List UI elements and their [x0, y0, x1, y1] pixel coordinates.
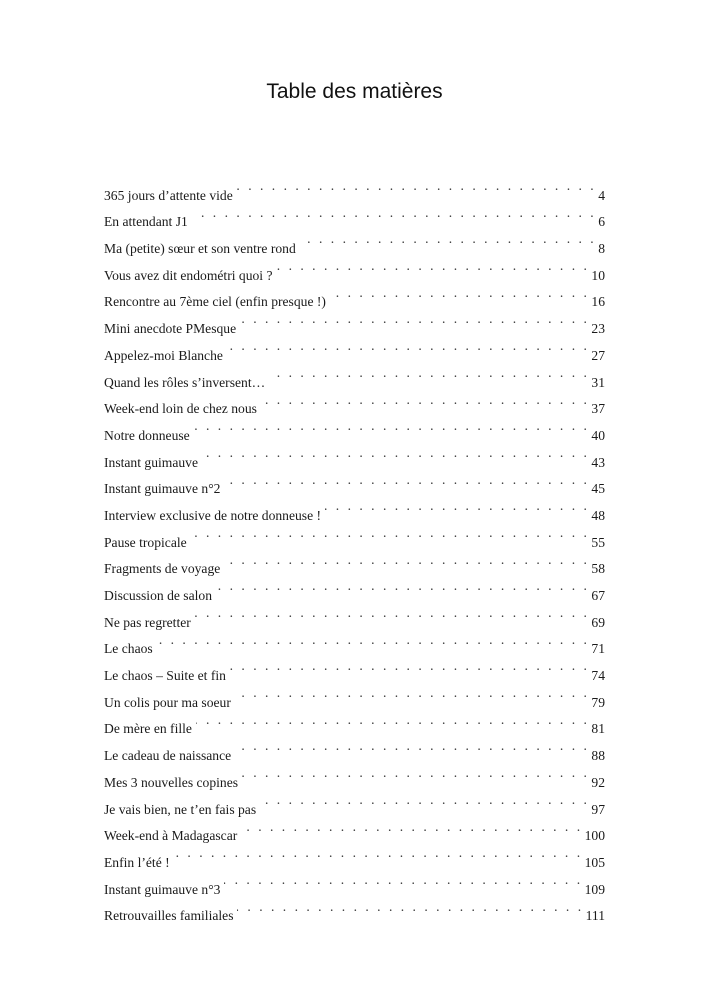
dot-leader [237, 173, 596, 200]
dot-leader [202, 440, 589, 467]
toc-entry-title: Instant guimauve n°3 [104, 881, 221, 897]
dot-leader [235, 733, 589, 760]
toc-entry-title: Instant guimauve n°2 [104, 481, 221, 497]
toc-entry-title: Ne pas regretter [104, 614, 191, 630]
toc-entry-title: Le cadeau de naissance [104, 748, 232, 764]
toc-entry[interactable] [104, 627, 605, 657]
toc-entry-title: Retrouvailles familiales [104, 908, 234, 924]
toc-entry-title: Appelez-moi Blanche [104, 347, 223, 363]
dot-leader [235, 680, 590, 707]
toc-entry-page: 27 [591, 347, 605, 363]
toc-entry-title: Pause tropicale [104, 534, 187, 550]
toc-entry-page: 100 [584, 828, 605, 844]
dot-leader [261, 387, 589, 414]
toc-entry-title: Ma (petite) sœur et son ventre rond [104, 241, 296, 257]
toc-entry-page: 67 [591, 588, 605, 603]
toc-entry-title: Quand les rôles s’inversent… [104, 374, 266, 390]
dot-leader [216, 573, 589, 600]
toc-entry-title: Le chaos [104, 641, 153, 657]
dot-leader [191, 520, 590, 547]
toc-entry-page: 23 [591, 321, 605, 337]
toc-entry-title: Enfin l’été ! [104, 854, 170, 870]
toc-entry-title: De mère en fille [104, 721, 192, 737]
toc-entry-page: 58 [591, 561, 605, 577]
dot-leader [241, 814, 582, 841]
toc-entry-page: 71 [591, 641, 605, 657]
toc-entry-title: Un colis pour ma soeur [104, 694, 231, 710]
dot-leader [240, 306, 589, 333]
toc-entry-page: 97 [591, 801, 605, 817]
toc-entry-title: Interview exclusive de notre donneuse ! [104, 507, 322, 523]
toc-entry-page: 8 [598, 241, 605, 257]
dot-leader [227, 333, 590, 360]
toc-entry-title: Mes 3 nouvelles copines [104, 774, 239, 790]
toc-entry-page: 92 [591, 774, 605, 790]
toc-entry-page: 69 [591, 614, 605, 630]
toc-entry-page: 6 [598, 214, 605, 230]
table-of-contents [104, 173, 605, 924]
dot-leader [157, 627, 590, 654]
toc-entry-page: 37 [591, 401, 605, 417]
toc-entry-title: Week-end à Madagascar [104, 828, 238, 844]
toc-entry-page: 43 [591, 454, 605, 470]
toc-entry-page: 48 [591, 507, 605, 523]
toc-entry-page: 81 [591, 721, 605, 737]
dot-leader [194, 413, 590, 440]
toc-entry[interactable] [104, 653, 605, 684]
toc-entry-page: 45 [591, 481, 605, 497]
dot-leader [192, 200, 596, 227]
dot-leader [224, 467, 589, 494]
toc-entry-page: 16 [591, 294, 605, 310]
toc-entry-title: Notre donneuse [104, 427, 190, 443]
toc-entry-title: Mini anecdote PMesque [104, 321, 237, 337]
dot-leader [277, 253, 590, 280]
dot-leader [224, 867, 582, 894]
dot-leader [237, 894, 583, 921]
toc-entry-page: 88 [591, 748, 605, 764]
toc-entry-page: 111 [585, 908, 605, 924]
toc-entry-page: 31 [591, 374, 605, 390]
toc-entry-title: Discussion de salon [104, 588, 212, 603]
dot-leader [224, 547, 589, 574]
dot-leader [269, 360, 589, 387]
dot-leader [242, 760, 589, 787]
dot-leader [300, 226, 596, 253]
dot-leader [325, 493, 589, 520]
toc-entry[interactable] [104, 867, 605, 897]
toc-entry-title: Le chaos – Suite et fin [104, 668, 226, 684]
toc-entry-title: Je vais bien, ne t’en fais pas [104, 801, 257, 817]
page-title: Table des matières [266, 80, 443, 103]
dot-leader [260, 787, 589, 814]
toc-entry-page: 40 [591, 427, 605, 443]
toc-entry-title: Rencontre au 7ème ciel (enfin presque !) [104, 294, 326, 310]
toc-entry-page: 79 [591, 694, 605, 710]
toc-entry-page: 10 [591, 267, 605, 283]
toc-entry[interactable] [104, 173, 605, 203]
toc-entry-page: 4 [598, 187, 605, 203]
toc-entry-page: 109 [584, 881, 605, 897]
toc-entry[interactable] [104, 840, 605, 870]
dot-leader [174, 840, 583, 867]
toc-entry-title: Fragments de voyage [104, 561, 221, 577]
toc-entry-page: 105 [584, 854, 605, 870]
dot-leader [330, 280, 589, 307]
dot-leader [195, 600, 590, 627]
toc-entry-title: En attendant J1 [104, 214, 188, 230]
toc-entry-page: 74 [591, 668, 605, 684]
dot-leader [230, 653, 589, 680]
toc-entry-title: Vous avez dit endométri quoi ? [104, 267, 273, 283]
dot-leader [196, 707, 589, 734]
toc-entry-title: 365 jours d’attente vide [104, 187, 233, 203]
toc-entry-title: Week-end loin de chez nous [104, 401, 257, 417]
toc-entry-page: 55 [591, 534, 605, 550]
toc-entry-title: Instant guimauve [104, 454, 199, 470]
